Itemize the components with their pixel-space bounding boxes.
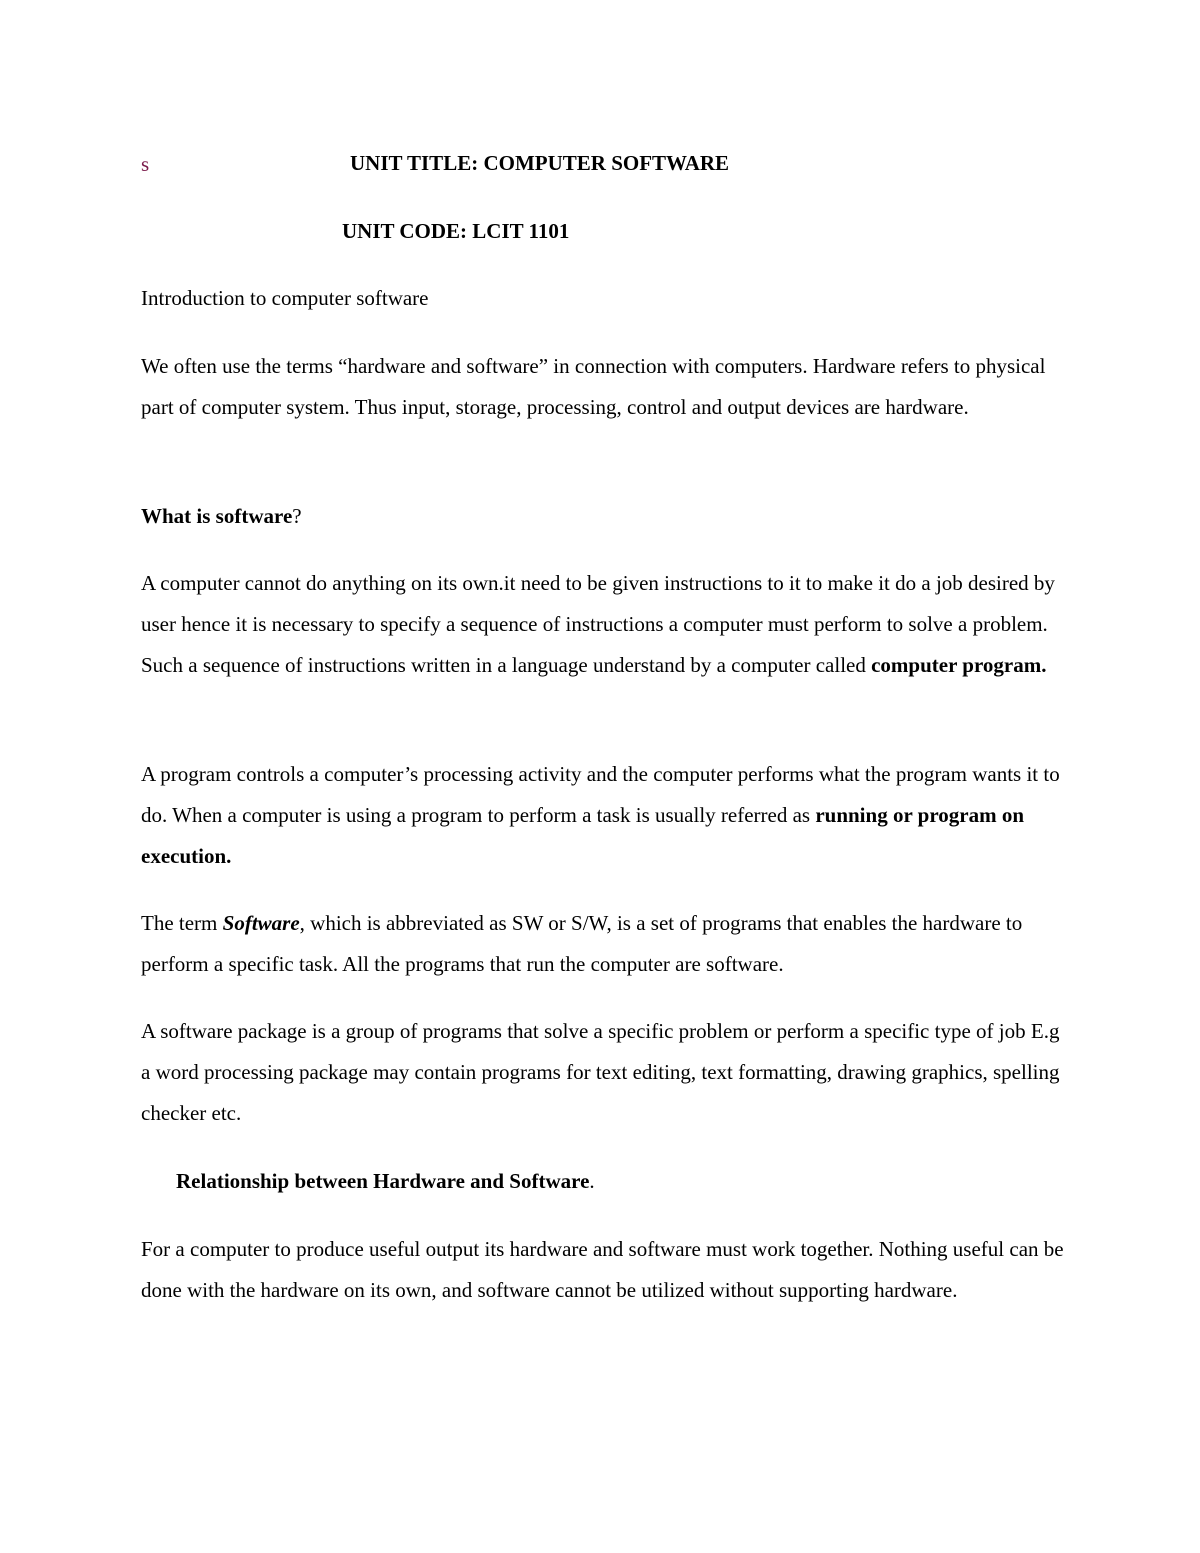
term-running-program: running or program on execution. bbox=[141, 803, 1025, 868]
relationship-heading-suffix: . bbox=[589, 1169, 595, 1193]
header-mark: s bbox=[141, 152, 150, 176]
relationship-heading-text: Relationship between Hardware and Software bbox=[176, 1169, 590, 1193]
paragraph-program-execution-text: A program controls a computer’s processing activity and the computer performs what the program wants it to do. When a computer is using a program to perform a task is usually referred as bbox=[141, 762, 1060, 827]
what-is-software-heading bbox=[141, 496, 1066, 537]
intro-heading: Introduction to computer software bbox=[141, 286, 429, 310]
paragraph-computer-program bbox=[141, 563, 1066, 686]
paragraph-software-definition bbox=[141, 903, 1066, 985]
paragraph-relationship: For a computer to produce useful output its hardware and software must work together. Nothing useful can be done with the hardware on its own, and software cannot be utilized without supporting hardware. bbox=[141, 1237, 1064, 1302]
paragraph-software-package: A software package is a group of programs that solve a specific problem or perform a specific type of job E.g a word processing package may contain programs for text editing, text formatting, drawing graphics, spelling checker etc. bbox=[141, 1019, 1060, 1125]
term-computer-program: computer program. bbox=[871, 653, 1047, 677]
what-is-software-heading-text: What is software bbox=[141, 504, 293, 528]
relationship-heading bbox=[176, 1161, 1101, 1202]
unit-title: UNIT TITLE: COMPUTER SOFTWARE bbox=[350, 151, 730, 175]
paragraph-hardware-definition: We often use the terms “hardware and software” in connection with computers. Hardware refers to physical part of computer system. Thus input, storage, processing, control and output devices are hardware. bbox=[141, 354, 1046, 419]
paragraph-program-execution bbox=[141, 754, 1066, 877]
paragraph-software-definition-prefix: The term bbox=[141, 911, 223, 935]
unit-code: UNIT CODE: LCIT 1101 bbox=[342, 219, 570, 243]
term-software: Software bbox=[222, 911, 300, 935]
paragraph-computer-program-text: A computer cannot do anything on its own.it need to be given instructions to it to make it do a job desired by user hence it is necessary to specify a sequence of instructions a computer must perform to solve a problem. Such a sequence of instructions written in a language understand by a computer called bbox=[141, 571, 1055, 677]
paragraph-software-definition-text: , which is abbreviated as SW or S/W, is a set of programs that enables the hardware to perform a specific task. All the programs that run the computer are software. bbox=[141, 911, 1023, 976]
what-is-software-heading-suffix: ? bbox=[292, 504, 302, 528]
